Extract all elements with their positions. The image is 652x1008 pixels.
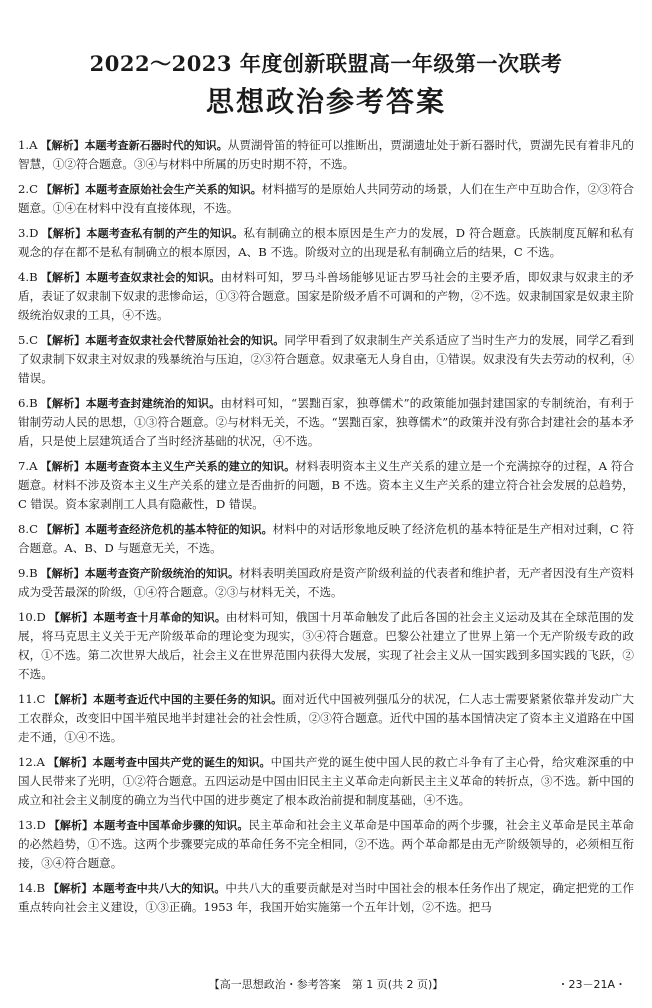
analysis-tag: 【解析】: [48, 693, 93, 706]
answer-item-7: [18, 457, 634, 514]
topic-text: 本题考查中国共产党的诞生的知识。: [92, 756, 271, 769]
answer-item-8: [18, 520, 634, 558]
topic-text: 本题考查近代中国的主要任务的知识。: [93, 693, 283, 706]
page-footer: [0, 975, 652, 995]
analysis-text: 由材料可知，罗马斗兽场能够见证古罗马社会的主要矛盾，即奴隶与奴隶主的矛盾，表证了奴隶制下奴隶的悲惨命运，①③符合题意。国家是阶级矛盾不可调和的产物，②不选。奴隶制国家是奴隶主阶级统治奴隶的工具，④不选。: [18, 270, 634, 322]
answer-key: C: [29, 522, 38, 536]
analysis-text: 私有制确立的根本原因是生产力的发展，D 符合题意。氏族制度瓦解和私有观念的存在都不是私有制确立的根本原因，A、B 不选。阶级对立的出现是私有制确立后的结果，C 不选。: [18, 226, 635, 259]
answer-item-9: [18, 564, 634, 602]
answer-item-2: [18, 180, 634, 218]
answer-key: C: [36, 692, 46, 706]
question-number: 14.: [18, 881, 37, 895]
answer-key: A: [29, 138, 38, 152]
document-title: 思想政治参考答案: [205, 85, 446, 118]
answer-item-4: [18, 268, 634, 325]
question-number: 1.: [18, 138, 30, 152]
footer-page-info: 【高一思想政治・参考答案 第 1 页(共 2 页)】: [208, 978, 444, 991]
answer-key: B: [29, 566, 38, 580]
answer-item-5: [18, 331, 634, 388]
question-number: 12.: [18, 755, 37, 769]
analysis-text: 材料表明资本主义生产关系的建立是一个充满掠夺的过程，A 符合题意。材料不涉及资本主义生产关系的建立是否曲折的问题，B 不选。资本主义生产关系的建立符合社会发展的总趋势，C 错误。资本家剥削工人具有隐蔽性，D 错误。: [18, 459, 635, 511]
analysis-text: 面对近代中国被列强瓜分的状况，仁人志士需要紧紧依靠并发动广大工农群众，改变旧中国半殖民地半封建社会的社会性质，②③符合题意。近代中国的基本国情决定了资本主义道路在中国走不通，①④不选。: [18, 692, 634, 744]
answer-item-6: [18, 394, 634, 451]
question-number: 13.: [18, 818, 37, 832]
question-number: 9.: [18, 566, 30, 580]
topic-text: 本题考查中国革命步骤的知识。: [93, 819, 249, 832]
topic-text: 本题考查十月革命的知识。: [93, 611, 226, 624]
analysis-tag: 【解析】: [40, 334, 86, 347]
analysis-tag: 【解析】: [47, 756, 93, 769]
answer-item-3: [18, 224, 634, 262]
answer-key: C: [29, 333, 38, 347]
question-number: 2.: [18, 182, 30, 196]
analysis-text: 材料表明美国政府是资产阶级利益的代表者和维护者，无产者因没有生产资料成为受苦最深的阶级，①④符合题意。②③与材料无关，不选。: [18, 566, 635, 599]
topic-text: 本题考查私有制的产生的知识。: [86, 227, 244, 240]
analysis-text: 材料中的对话形象地反映了经济危机的基本特征是生产相对过剩，C 符合题意。A、B、D 与题意无关，不选。: [18, 522, 635, 555]
answer-key: B: [29, 270, 38, 284]
question-number: 6.: [18, 396, 30, 410]
answer-item-14: [18, 879, 634, 917]
analysis-tag: 【解析】: [47, 882, 93, 895]
exam-title: 2022～2023 年度创新联盟高一年级第一次联考: [89, 51, 563, 76]
answer-key: D: [29, 226, 39, 240]
analysis-text: 材料描写的是原始人共同劳动的场景，人们在生产中互助合作，②③符合题意。①④在材料中没有直接体现，不选。: [18, 182, 635, 215]
answer-item-13: [18, 816, 634, 873]
topic-text: 本题考查中共八大的知识。: [92, 882, 226, 895]
topic-text: 本题考查经济危机的基本特征的知识。: [85, 523, 273, 536]
analysis-tag: 【解析】: [40, 460, 85, 473]
answer-key: B: [36, 881, 45, 895]
analysis-tag: 【解析】: [40, 271, 86, 284]
topic-text: 本题考查封建统治的知识。: [85, 397, 221, 410]
answer-item-10: [18, 608, 634, 684]
question-number: 10.: [18, 610, 37, 624]
analysis-tag: 【解析】: [40, 183, 86, 196]
answer-key: D: [36, 818, 46, 832]
analysis-text: 中国共产党的诞生使中国人民的救亡斗争有了主心骨，给灾难深重的中国人民带来了光明，①②符合题意。五四运动是中国由旧民主主义革命走向新民主主义革命的转折点，③不选。新中国的成立和社会主义制度的确立为当代中国的进步奠定了根本政治前提和制度基础，④不选。: [18, 755, 635, 807]
footer-exam-code: ・23－21A・: [557, 978, 626, 991]
question-number: 5.: [18, 333, 30, 347]
topic-text: 本题考查奴隶社会的知识。: [85, 271, 221, 284]
question-number: 3.: [18, 226, 30, 240]
answer-item-11: [18, 690, 634, 747]
topic-text: 本题考查原始社会生产关系的知识。: [85, 183, 262, 196]
analysis-text: 从贾湖骨笛的特征可以推断出，贾湖遗址处于新石器时代，贾湖先民有着非凡的智慧，①②符合题意。③④与材料中所属的历史时期不符，不选。: [18, 138, 635, 171]
analysis-tag: 【解析】: [40, 397, 86, 410]
analysis-tag: 【解析】: [41, 227, 87, 240]
analysis-tag: 【解析】: [40, 523, 86, 536]
topic-text: 本题考查资本主义生产关系的建立的知识。: [84, 460, 296, 473]
analysis-text: 由材料可知，俄国十月革命触发了此后各国的社会主义运动及其在全球范围的发展，将马克思主义关于无产阶级革命的理论变为现实，③④符合题意。巴黎公社建立了世界上第一个无产阶级专政的政权，①不选。第二次世界大战后，社会主义在世界范围内获得大发展，实现了社会主义从一国实践到多国实践的飞跃，②不选。: [18, 610, 634, 681]
question-number: 8.: [18, 522, 30, 536]
analysis-text: 民主革命和社会主义革命是中国革命的两个步骤，社会主义革命是民主革命的必然趋势，①不选。这两个步骤要完成的革命任务不完全相同，②不选。两个革命都是由无产阶级领导的，必须相互衔接，③④符合题意。: [18, 818, 635, 870]
analysis-tag: 【解析】: [40, 139, 85, 152]
answer-key: B: [29, 396, 38, 410]
topic-text: 本题考查新石器时代的知识。: [84, 139, 228, 152]
analysis-tag: 【解析】: [40, 567, 85, 580]
answer-key: A: [29, 459, 38, 473]
answer-item-1: [18, 136, 634, 174]
analysis-text: 由材料可知，“罢黜百家，独尊儒术”的政策能加强封建国家的专制统治，有利于钳制劳动人民的思想，①③符合题意。②与材料无关，不选。“罢黜百家，独尊儒术”的政策并没有弥合封建社会的基本矛盾，只是使上层建筑适合了当时经济基础的状况，④不选。: [18, 396, 635, 448]
answer-key: D: [36, 610, 46, 624]
answer-item-12: [18, 753, 634, 810]
analysis-text: 同学甲看到了奴隶制生产关系适应了当时生产力的发展，同学乙看到了奴隶制下奴隶主对奴隶的残暴统治与压迫，②③符合题意。奴隶毫无人身自由，①错误。奴隶没有失去劳动的权利，④错误。: [18, 333, 634, 385]
analysis-text: 中共八大的重要贡献是对当时中国社会的根本任务作出了规定，确定把党的工作重点转向社会主义建设，①③正确。1953 年，我国开始实施第一个五年计划，②不选。把马: [18, 881, 635, 914]
analysis-tag: 【解析】: [48, 819, 94, 832]
question-number: 4.: [18, 270, 30, 284]
answer-key: A: [36, 755, 45, 769]
topic-text: 本题考查奴隶社会代替原始社会的知识。: [85, 334, 285, 347]
answer-key: C: [29, 182, 38, 196]
topic-text: 本题考查资产阶级统治的知识。: [84, 567, 240, 580]
question-number: 11.: [18, 692, 37, 706]
answer-list: [18, 136, 634, 917]
analysis-tag: 【解析】: [48, 611, 94, 624]
question-number: 7.: [18, 459, 30, 473]
